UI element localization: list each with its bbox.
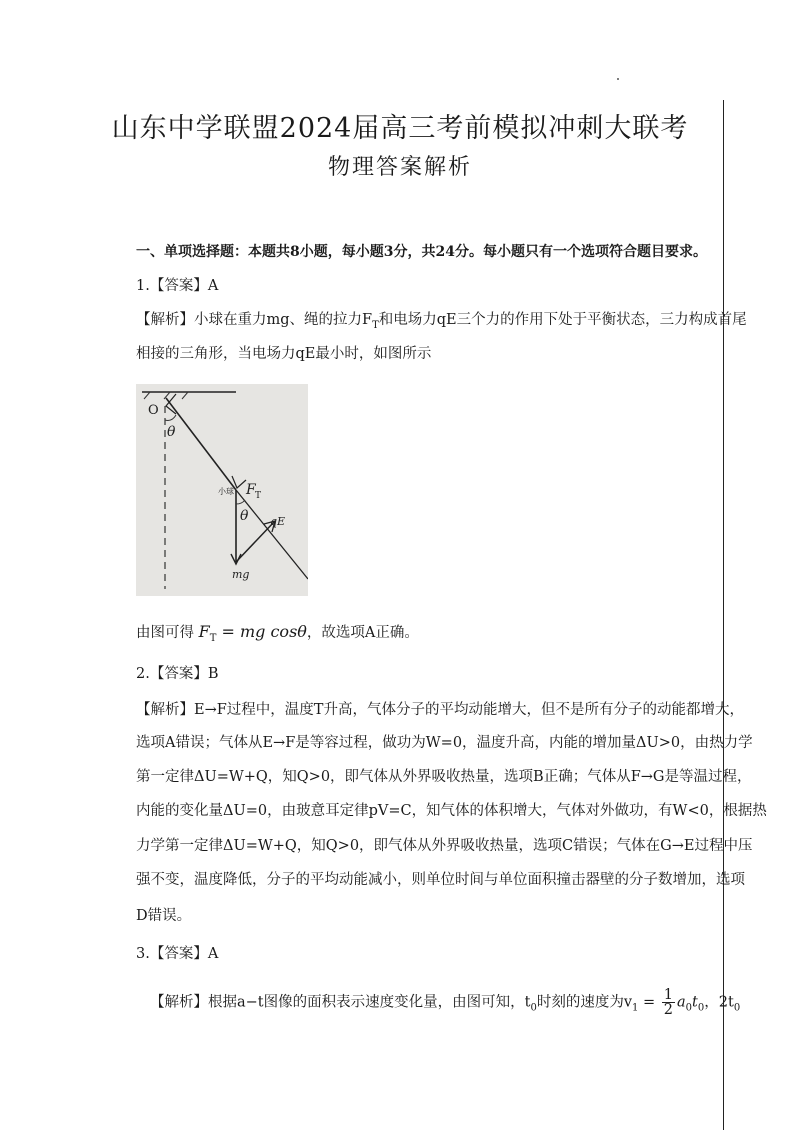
section-heading: 一、单项选择题：本题共8小题，每小题3分，共24分。每小题只有一个选项符合题目要求。 (136, 244, 707, 260)
q3-end-sub: 0 (733, 1002, 741, 1014)
q3-t: t (692, 994, 698, 1011)
qe-vector (236, 522, 274, 562)
q1-formula: F (198, 622, 210, 641)
q3-frac-num: 1 (663, 987, 674, 1003)
label-o: O (148, 403, 159, 418)
page-title: 山东中学联盟2024届高三考前模拟冲刺大联考 (111, 113, 689, 144)
label-ball: 小球 (218, 487, 234, 496)
angle-arc-top (165, 415, 176, 420)
q2-line: 强不变，温度降低，分子的平均动能减小，则单位时间与单位面积撞击器壁的分子数增加，选项 (136, 872, 745, 888)
label-theta-top: θ (167, 424, 176, 440)
q1-formula-rest: = mg cosθ (216, 622, 307, 641)
q1-analysis-rest: 和电场力qE三个力的作用下处于平衡状态，三力构成首尾 (378, 312, 747, 328)
rope-line (166, 398, 236, 490)
scan-speck (617, 78, 619, 80)
q1-answer: 1.【答案】A (136, 278, 219, 294)
q2-answer: 2.【答案】B (136, 666, 219, 682)
q1-conclusion-pre: 由图可得 (136, 625, 194, 641)
q3-fraction (662, 988, 675, 1017)
q2-line: 第一定律ΔU=W+Q，知Q>0，即气体从外界吸收热量，选项B正确；气体从F→G是等温过程， (136, 769, 752, 785)
q3-sub-t0: 0 (530, 1002, 537, 1014)
ceiling-hatch (182, 392, 188, 399)
extension-line (236, 490, 308, 579)
q2-line: 内能的变化量ΔU=0，由玻意耳定律pV=C，知气体的体积增大，气体对外做功，有W<0，根据热 (136, 803, 767, 819)
right-margin-rule (723, 100, 724, 1130)
page-subtitle: 物理答案解析 (327, 155, 472, 180)
label-theta-mid: θ (240, 508, 249, 524)
q3-analysis-mid: 时刻的速度为v (536, 994, 633, 1011)
label-qe: qE (270, 515, 286, 528)
q1-analysis-line1 (136, 310, 747, 336)
q1-analysis-text: 【解析】小球在重力mg、绳的拉力F (136, 312, 373, 328)
label-mg: mg (232, 568, 250, 581)
q1-formula-sub: T (209, 632, 217, 644)
label-ft: F (246, 482, 256, 498)
q3-end: ，2t (704, 994, 734, 1011)
q3-answer: 3.【答案】A (136, 946, 219, 962)
q3-sub-v1: 1 (632, 1002, 639, 1014)
q2-line: 【解析】E→F过程中，温度T升高，气体分子的平均动能增大，但不是所有分子的动能都增大， (136, 702, 744, 718)
angle-arc-mid (236, 500, 245, 504)
label-ft-sub: T (255, 491, 262, 501)
q3-eq: = (638, 994, 660, 1011)
q1-analysis-line2: 相接的三角形，当电场力qE最小时，如图所示 (136, 346, 432, 362)
q3-t-sub: 0 (697, 1002, 705, 1014)
q1-conclusion-post: ，故选项A正确。 (306, 625, 419, 641)
q3-a-sub: 0 (685, 1002, 693, 1014)
ceiling-hatch (164, 392, 170, 399)
q3-analysis (150, 988, 740, 1018)
q1-analysis-sub: T (372, 319, 379, 331)
q2-line: 力学第一定律ΔU=W+Q，知Q>0，即气体从外界吸收热量，选项C错误；气体在G→E过程中压 (136, 838, 753, 854)
q2-line: 选项A错误；气体从E→F是等容过程，做功为W=0，温度升高，内能的增加量ΔU>0，由热力学 (136, 735, 753, 751)
q3-analysis-pre: 【解析】根据a−t图像的面积表示速度变化量，由图可知，t (150, 994, 531, 1011)
force-diagram-svg (136, 384, 308, 596)
q3-a: a (677, 994, 686, 1011)
ceiling-hatch (144, 392, 150, 399)
q1-force-diagram (136, 384, 308, 596)
q1-conclusion (136, 622, 419, 649)
q3-frac-den: 2 (663, 1002, 674, 1018)
q2-line: D错误。 (136, 908, 192, 924)
